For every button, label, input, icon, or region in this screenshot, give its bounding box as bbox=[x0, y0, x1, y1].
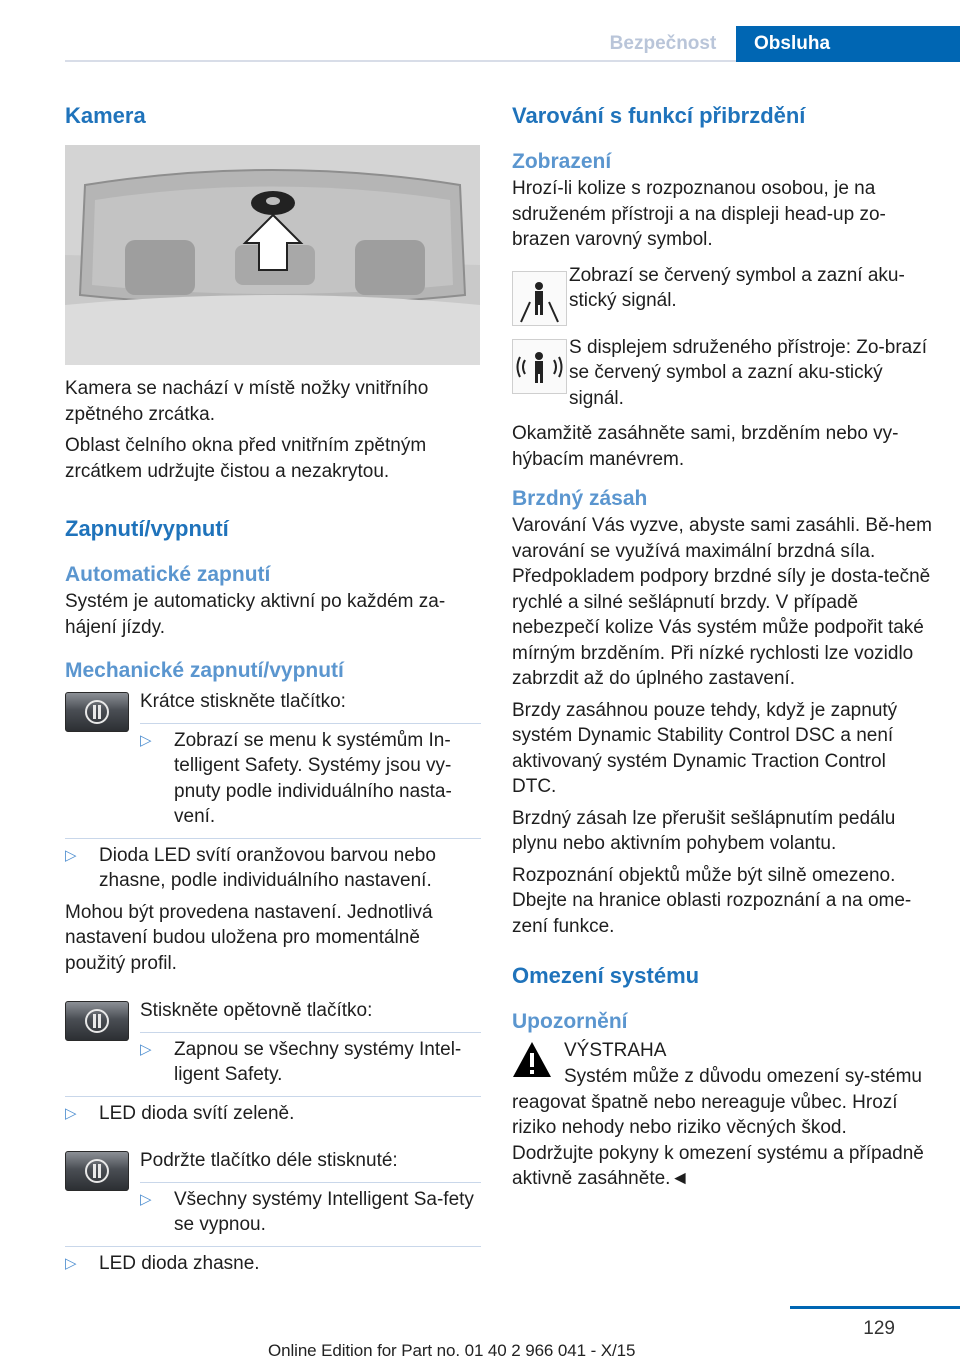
left-column bbox=[65, 95, 481, 1276]
safety-button-icon[interactable] bbox=[65, 1151, 129, 1191]
hold-instruction-text: Podržte tlačítko déle stisknuté: bbox=[140, 1150, 398, 1171]
list-item-text: LED dioda svítí zeleně. bbox=[99, 1102, 295, 1124]
brake-paragraph-3: Brzdný zásah lze přerušit sešlápnutím pedálu plynu nebo aktivním pohybem volantu. bbox=[512, 807, 896, 854]
symbol-2-text: S displejem sdruženého přístroje: Zo-brazí se červený symbol a zazní aku-stický signál. bbox=[569, 336, 927, 409]
symbol-1-text: Zobrazí se červený symbol a zazní aku-stický signál. bbox=[569, 264, 905, 311]
warning-title: VÝSTRAHA bbox=[564, 1040, 667, 1061]
hold-button-instruction bbox=[65, 1148, 481, 1238]
manual-onoff-heading: Mechanické zapnutí/vypnutí bbox=[65, 659, 344, 682]
list-item-text: Zobrazí se menu k systémům In-telligent Safety. Systémy jsou vy-pnuty podle individuálního nasta-vení. bbox=[174, 729, 452, 827]
brake-paragraph-4: Rozpoznání objektů může být silně omezeno. Dbejte na hranice oblasti rozpoznání a na ome-zení funkce. bbox=[512, 864, 912, 937]
onoff-heading: Zapnutí/vypnutí bbox=[65, 516, 229, 541]
warning-function-heading: Varování s funkcí přibrzdění bbox=[512, 103, 806, 128]
list-item-text: Všechny systémy Intelligent Sa-fety se vypnou. bbox=[174, 1188, 474, 1235]
display-heading: Zobrazení bbox=[512, 150, 612, 173]
symbol-row-2 bbox=[512, 335, 932, 412]
press-button-instruction bbox=[65, 689, 481, 830]
camera-paragraph-2: Oblast čelního okna před vnitřním zpětným zrcátkem udržujte čistou a nezakrytou. bbox=[65, 435, 427, 482]
warning-block bbox=[512, 1038, 932, 1088]
safety-button-icon[interactable] bbox=[65, 692, 129, 732]
footer-rule bbox=[790, 1306, 960, 1309]
auto-on-paragraph: Systém je automaticky aktivní po každém za-hájení jízdy. bbox=[65, 591, 446, 638]
tab-obsluha[interactable]: Obsluha bbox=[736, 26, 960, 62]
list-item bbox=[65, 1251, 481, 1277]
brake-paragraph-2: Brzdy zasáhnou pouze tehdy, když je zapnutý systém Dynamic Stability Control DSC a není aktivovaný systém Dynamic Traction Control DTC. bbox=[512, 699, 898, 797]
divider bbox=[65, 1096, 481, 1097]
tab-bezpecnost[interactable]: Bezpečnost bbox=[609, 33, 717, 54]
warning-triangle-icon bbox=[512, 1040, 552, 1080]
divider bbox=[65, 838, 481, 839]
settings-paragraph: Mohou být provedena nastavení. Jednotlivá nastavení budou uložena pro momentálně použitý profil. bbox=[65, 901, 433, 974]
list-item-text: Zapnou se všechny systémy Intel-ligent Safety. bbox=[174, 1038, 462, 1085]
safety-button-icon[interactable] bbox=[65, 1001, 129, 1041]
divider bbox=[140, 1032, 481, 1033]
pedestrian-warning-icon bbox=[512, 271, 567, 326]
list-item bbox=[65, 1101, 481, 1127]
press-again-text: Stiskněte opětovně tlačítko: bbox=[140, 1000, 373, 1021]
react-paragraph: Okamžitě zasáhněte sami, brzděním nebo vy-hýbacím manévrem. bbox=[512, 423, 899, 470]
brake-heading: Brzdný zásah bbox=[512, 487, 648, 510]
right-column bbox=[512, 95, 932, 1192]
edition-footer: Online Edition for Part no. 01 40 2 966 041 - X/15 bbox=[268, 1341, 636, 1360]
divider bbox=[140, 1182, 481, 1183]
press-again-instruction bbox=[65, 998, 481, 1088]
auto-on-heading: Automatické zapnutí bbox=[65, 563, 271, 586]
page-number: 129 bbox=[863, 1318, 895, 1339]
display-paragraph: Hrozí-li kolize s rozpoznanou osobou, je na sdruženém přístroji a na displeji head-up zo-brazen varovný symbol. bbox=[512, 178, 886, 250]
notes-heading: Upozornění bbox=[512, 1010, 628, 1033]
list-item-text: LED dioda zhasne. bbox=[99, 1252, 260, 1274]
camera-heading: Kamera bbox=[65, 103, 146, 128]
list-item bbox=[140, 1037, 481, 1088]
camera-paragraph-1: Kamera se nachází v místě nožky vnitřního zpětného zrcátka. bbox=[65, 378, 429, 425]
brake-paragraph-1: Varování Vás vyzve, abyste sami zasáhli. Bě-hem varování se využívá maximální brzdná síla. Předpokladem podpory brzdné síly je dosta-tečně rychlé a silné sešlápnutí brzdy. V případě nebezpečí kolize Vás systém může podpořit také mírným brzděním. Při nízké rychlosti lze vozidlo zabrzdit až do úplného zastavení. bbox=[512, 515, 932, 689]
warning-text: Systém může z důvodu omezení sy-stému reagovat špatně nebo nereaguje vůbec. Hrozí riziko nehody nebo riziko věcných škod. Dodržujte pokyny k omezení systému a případně aktivně zasáhněte.◄ bbox=[512, 1066, 924, 1189]
pedestrian-acoustic-warning-icon bbox=[512, 339, 567, 394]
divider bbox=[140, 723, 481, 724]
system-limits-heading: Omezení systému bbox=[512, 963, 700, 988]
list-item-text: Dioda LED svítí oranžovou barvou nebo zhasne, podle individuálního nastavení. bbox=[99, 844, 436, 891]
list-item bbox=[140, 728, 481, 830]
divider bbox=[65, 1246, 481, 1247]
symbol-row-1 bbox=[512, 263, 932, 321]
list-item bbox=[140, 1187, 481, 1238]
list-item bbox=[65, 843, 481, 894]
press-instruction-text: Krátce stiskněte tlačítko: bbox=[140, 691, 346, 712]
camera-photo bbox=[65, 145, 480, 365]
